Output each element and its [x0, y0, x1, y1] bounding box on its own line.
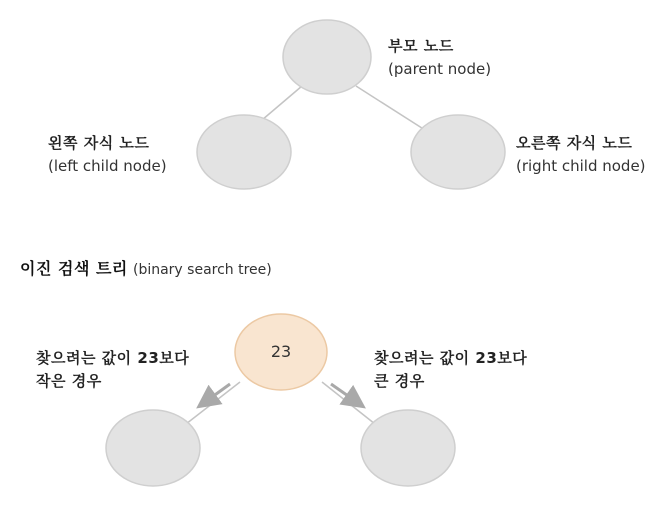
left-child-label-ko: 왼쪽 자식 노드 [48, 134, 150, 152]
right-child-label-en: (right child node) [516, 157, 646, 175]
right-child-label [516, 132, 646, 178]
bst-title-ko: 이진 검색 트리 [20, 259, 128, 278]
right-rule-line1: 찾으려는 값이 23보다 [374, 349, 528, 367]
right-rule-line2: 큰 경우 [374, 372, 425, 390]
bst-left-node [106, 410, 200, 486]
left-rule-line1: 찾으려는 값이 23보다 [36, 349, 190, 367]
bst-right-node [361, 410, 455, 486]
parent-node-label [388, 35, 491, 81]
left-child-node [197, 115, 291, 189]
edge-root-right [322, 382, 375, 424]
bst-root-value: 23 [270, 342, 292, 361]
bst-section-title [20, 256, 272, 279]
parent-node-label-ko: 부모 노드 [388, 37, 454, 55]
right-child-node [411, 115, 505, 189]
edge-parent-right [356, 86, 425, 130]
left-rule-label [36, 347, 189, 393]
bst-title-en: (binary search tree) [132, 262, 272, 278]
left-child-label-en: (left child node) [48, 157, 167, 175]
left-rule-line2: 작은 경우 [36, 372, 102, 390]
right-rule-label [374, 347, 527, 393]
left-child-label [48, 132, 167, 178]
edge-root-left [186, 382, 240, 424]
edge-parent-left [262, 86, 302, 120]
right-child-label-ko: 오른쪽 자식 노드 [516, 134, 633, 152]
parent-node [283, 20, 371, 94]
parent-node-label-en: (parent node) [388, 60, 492, 78]
